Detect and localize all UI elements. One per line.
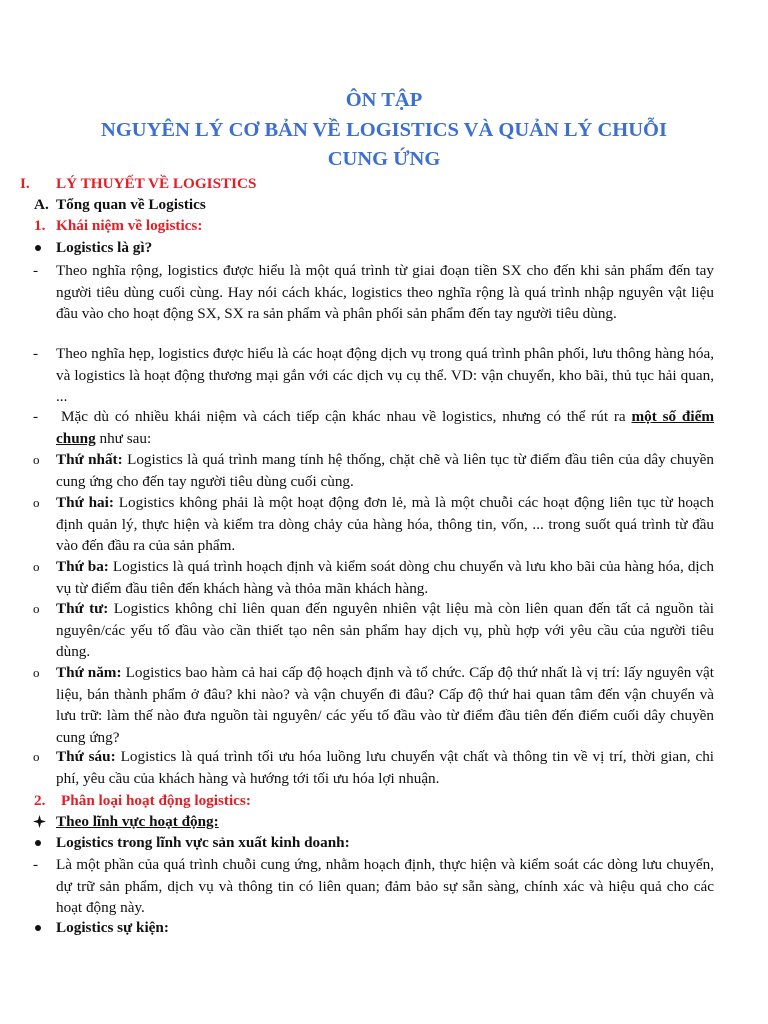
list-item-lead: Thứ ba:: [56, 558, 109, 575]
bullet-dot-icon: [35, 925, 41, 931]
list-item: [56, 449, 714, 492]
list-item: [56, 556, 714, 599]
heading-marker: 2.: [34, 792, 46, 809]
doc-title-line3: CUNG ỨNG: [327, 148, 441, 170]
list-item-text: Logistics là quá trình mang tính hệ thống, chặt chẽ và liên tục từ điểm đầu tiên của dây chuyền cung ứng cho đến tay người tiêu dùng cuối cùng.: [56, 451, 714, 490]
bullet-dot-icon: [35, 245, 41, 251]
diamond-bullet-icon: [33, 815, 46, 828]
dash-marker: -: [33, 408, 39, 425]
list-item: [56, 746, 714, 789]
paragraph-text: Theo nghĩa hẹp, logistics được hiểu là các hoạt động dịch vụ trong quá trình phân phối, lưu thông hàng hóa, và logistics là hoạt động thương mại gắn với các dịch vụ cụ thể. VD: vận chuyển, kho bãi, thủ tục hải quan, ...: [56, 345, 714, 406]
list-item: [56, 662, 714, 748]
doc-title-line2: NGUYÊN LÝ CƠ BẢN VỀ LOGISTICS VÀ QUẢN LÝ CHUỖI: [101, 119, 667, 141]
bullet-text: Logistics là gì?: [56, 239, 153, 256]
doc-title-line1: ÔN TẬP: [345, 89, 423, 111]
circle-bullet-icon: o: [33, 452, 40, 467]
list-item-text: Logistics không chỉ liên quan đến nguyên nhiên vật liệu mà còn liên quan đến tất cả nguồn tài nguyên/các yếu tố đầu vào cần thiết tạo nên sản phẩm hay dịch vụ, phù hợp với yêu cầu của người tiêu dùng.: [56, 600, 715, 661]
circle-bullet-icon: o: [33, 665, 40, 680]
paragraph-narrow-definition: [56, 343, 714, 408]
heading-text: Phân loại hoạt động logistics:: [61, 792, 251, 809]
list-item-lead: Thứ sáu:: [56, 748, 116, 765]
list-item-text: Logistics không phải là một hoạt động đơn lẻ, mà là một chuỗi các hoạt động liên tục từ hoạch định quản lý, thực hiện và kiểm tra dòng chảy của hàng hóa, thông tin, vốn, ... trong suốt quá trình từ đầu vào đến đầu ra của sản phẩm.: [56, 494, 715, 555]
list-item-text: Logistics bao hàm cả hai cấp độ hoạch định và tổ chức. Cấp độ thứ nhất là vị trí: lấy nguyên vật liệu, bán thành phẩm ở đâu? khi nào? và vận chuyển đi đâu? Cấp độ thứ hai quan tâm đến vận chuyển và lưu trữ: làm thế nào đưa nguồn tài nguyên/ các yếu tố đầu vào từ điểm đầu tiên đến điểm cuối dây chuyền cung ứng?: [56, 664, 715, 746]
list-item-text: Logistics là quá trình hoạch định và kiểm soát dòng chu chuyển và lưu kho bãi của hàng hóa, dịch vụ từ điểm đầu tiên đến khách hàng và thỏa mãn khách hàng.: [56, 558, 714, 597]
list-item-lead: Thứ hai:: [56, 494, 114, 511]
heading-marker: 1.: [34, 217, 46, 234]
heading-text: Khái niệm về logistics:: [56, 217, 203, 234]
list-item-lead: Thứ năm:: [56, 664, 122, 681]
paragraph-common-points: [56, 406, 714, 449]
dash-marker: -: [33, 856, 39, 873]
list-item-lead: Thứ nhất:: [56, 451, 123, 468]
heading-marker: A.: [34, 196, 49, 213]
circle-bullet-icon: o: [33, 749, 40, 764]
circle-bullet-icon: o: [33, 495, 40, 510]
bullet-text: Logistics trong lĩnh vực sản xuất kinh doanh:: [56, 834, 350, 851]
heading-text: Tổng quan về Logistics: [56, 196, 206, 213]
paragraph-production-logistics: Là một phần của quá trình chuỗi cung ứng, nhằm hoạch định, thực hiện và kiểm soát các dòng lưu chuyển, dự trữ sản phẩm, dịch vụ và thông tin có liên quan; đảm bảo sự sẵn sàng, chính xác và hiệu quả cho các hoạt động này.: [56, 856, 714, 917]
paragraph-broad-definition: Theo nghĩa rộng, logistics được hiểu là một quá trình từ giai đoạn tiền SX cho đến khi sản phẩm đến tay người tiêu dùng cuối cùng. Hay nói cách khác, logistics theo nghĩa rộng là quá trình nhập nguyên vật liệu đầu vào cho hoạt động SX, SX ra sản phẩm và phân phối sản phẩm đến tay người tiêu dùng.: [56, 262, 714, 323]
list-item-lead: Thứ tư:: [56, 600, 109, 617]
bullet-text: Logistics sự kiện:: [56, 919, 169, 936]
heading-marker: I.: [20, 175, 30, 192]
list-item-text: Logistics là quá trình tối ưu hóa luồng lưu chuyển vật chất và thông tin về vị trí, thời gian, chi phí, yêu cầu của khách hàng và hướng tới tối ưu hóa lợi nhuận.: [56, 748, 715, 787]
list-item: [56, 492, 714, 557]
circle-bullet-icon: o: [33, 559, 40, 574]
paragraph-text-emphasis: một số điểm chung: [56, 408, 714, 447]
list-item: [56, 598, 714, 663]
bullet-dot-icon: [35, 840, 41, 846]
dash-marker: -: [33, 262, 39, 279]
paragraph-text-a: Mặc dù có nhiều khái niệm và cách tiếp cận khác nhau về logistics, nhưng có thể rút ra: [61, 408, 626, 425]
paragraph-text-c: như sau:: [99, 429, 152, 447]
heading-text: LÝ THUYẾT VỀ LOGISTICS: [56, 175, 257, 192]
diamond-heading-text: Theo lĩnh vực hoạt động:: [56, 813, 219, 830]
circle-bullet-icon: o: [33, 601, 40, 616]
dash-marker: -: [33, 345, 39, 362]
